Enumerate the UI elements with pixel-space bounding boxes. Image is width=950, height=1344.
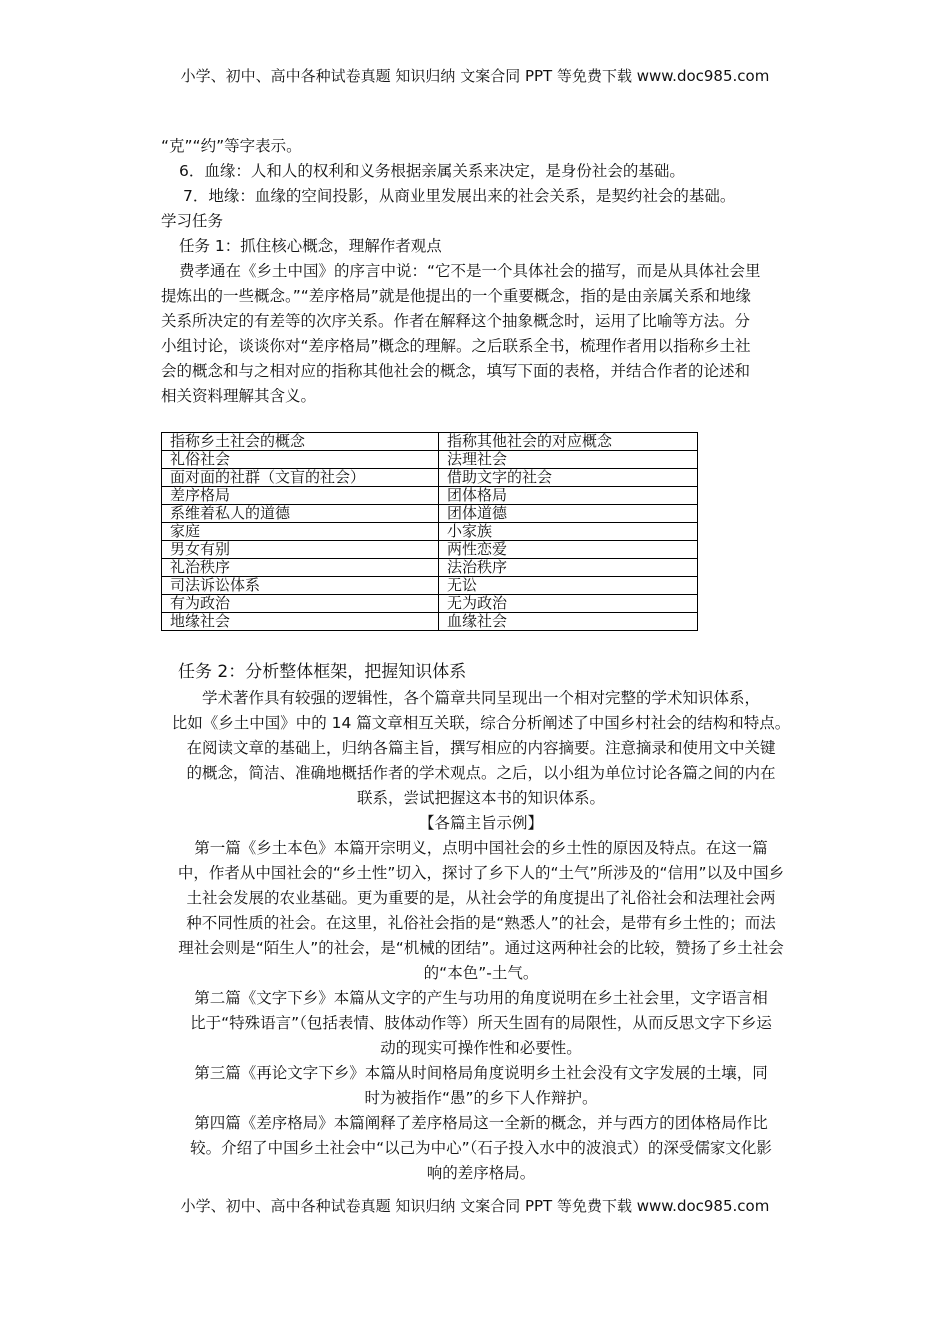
- table-cell: 法理社会: [439, 451, 698, 469]
- table-row: [162, 505, 698, 523]
- text-line: 动的现实可操作性和必要性。: [380, 1039, 582, 1057]
- text-line: 第二篇《文字下乡》本篇从文字的产生与功用的角度说明在乡土社会里，文字语言相: [194, 989, 768, 1007]
- table-header-row: [162, 433, 698, 451]
- text-line: 小组讨论，谈谈你对“差序格局”概念的理解。之后联系全书，梳理作者用以指称乡土社: [161, 337, 751, 355]
- section-heading: 学习任务: [161, 212, 224, 230]
- table-cell: 系维着私人的道德: [162, 505, 439, 523]
- table-row: [162, 451, 698, 469]
- table-cell: 有为政治: [162, 595, 439, 613]
- table-cell: 礼俗社会: [162, 451, 439, 469]
- text-line: 第四篇《差序格局》本篇阐释了差序格局这一全新的概念，并与西方的团体格局作比: [194, 1114, 768, 1132]
- table-cell: 无讼: [439, 577, 698, 595]
- text-line: 理社会则是“陌生人”的社会，是“机械的团结”。通过这两种社会的比较，赞扬了乡土社会: [178, 939, 784, 957]
- text-line: 关系所决定的有差等的次序关系。作者在解释这个抽象概念时，运用了比喻等方法。分: [161, 312, 751, 330]
- text-line: 第三篇《再论文字下乡》本篇从时间格局角度说明乡土社会没有文字发展的土壤，同: [194, 1064, 768, 1082]
- text-line: 的概念，简洁、准确地概括作者的学术观点。之后，以小组为单位讨论各篇之间的内在: [186, 764, 776, 782]
- text-line: 的“本色”-土气。: [423, 964, 539, 982]
- table-cell: 团体道德: [439, 505, 698, 523]
- table-cell: 面对面的社群（文盲的社会）: [162, 469, 439, 487]
- text-line: 较。介绍了中国乡土社会中“以己为中心”（石子投入水中的波浪式）的深受儒家文化影: [190, 1139, 772, 1157]
- definition-6: 6．血缘：人和人的权利和义务根据亲属关系来决定，是身份社会的基础。: [179, 162, 685, 180]
- table-row: [162, 487, 698, 505]
- table-row: [162, 541, 698, 559]
- text-line: 相关资料理解其含义。: [161, 387, 317, 405]
- learning-tasks-section: [161, 134, 811, 409]
- table-row: [162, 577, 698, 595]
- table-cell: 法治秩序: [439, 559, 698, 577]
- table-row: [162, 469, 698, 487]
- task-2-section: [150, 659, 812, 1186]
- table-cell: 司法诉讼体系: [162, 577, 439, 595]
- text-line: 中，作者从中国社会的“乡土性”切入，探讨了乡下人的“土气”所涉及的“信用”以及中国乡: [177, 864, 785, 882]
- text-line: 学术著作具有较强的逻辑性，各个篇章共同呈现出一个相对完整的学术知识体系，: [201, 689, 760, 707]
- text-line: 会的概念和与之相对应的指称其他社会的概念，填写下面的表格，并结合作者的论述和: [161, 362, 751, 380]
- table-cell: 小家族: [439, 523, 698, 541]
- table-header-cell: 指称乡土社会的概念: [162, 433, 439, 451]
- text-line: 比如《乡土中国》中的 14 篇文章相互关联，综合分析阐述了中国乡村社会的结构和特点。: [171, 714, 791, 732]
- text-line: “克”“约”等字表示。: [161, 137, 302, 155]
- table-row: [162, 595, 698, 613]
- concepts-table: [161, 432, 698, 631]
- table-row: [162, 523, 698, 541]
- text-line: 联系，尝试把握这本书的知识体系。: [356, 789, 605, 807]
- table-cell: 礼治秩序: [162, 559, 439, 577]
- text-line: 时为被指作“愚”的乡下人作辩护。: [364, 1089, 598, 1107]
- task-1-heading: 任务 1：抓住核心概念，理解作者观点: [179, 237, 442, 255]
- table-row: [162, 559, 698, 577]
- table-cell: 地缘社会: [162, 613, 439, 631]
- definition-7: 7．地缘：血缘的空间投影，从商业里发展出来的社会关系，是契约社会的基础。: [183, 187, 736, 205]
- table-cell: 家庭: [162, 523, 439, 541]
- table-cell: 借助文字的社会: [439, 469, 698, 487]
- text-line: 响的差序格局。: [426, 1164, 536, 1182]
- text-line: 费孝通在《乡土中国》的序言中说：“它不是一个具体社会的描写，而是从具体社会里: [179, 262, 761, 280]
- text-line: 提炼出的一些概念。”“差序格局”就是他提出的一个重要概念，指的是由亲属关系和地缘: [161, 287, 751, 305]
- page-footer: 小学、初中、高中各种试卷真题 知识归纳 文案合同 PPT 等免费下载 www.doc985.com: [180, 1197, 770, 1215]
- task-2-heading: 任务 2：分析整体框架，把握知识体系: [178, 662, 467, 682]
- text-line: 第一篇《乡土本色》本篇开宗明义，点明中国社会的乡土性的原因及特点。在这一篇: [194, 839, 768, 857]
- table-cell: 差序格局: [162, 487, 439, 505]
- text-line: 种不同性质的社会。在这里，礼俗社会指的是“熟悉人”的社会，是带有乡土性的；而法: [186, 914, 776, 932]
- table-cell: 两性恋爱: [439, 541, 698, 559]
- page-header: 小学、初中、高中各种试卷真题 知识归纳 文案合同 PPT 等免费下载 www.doc985.com: [180, 67, 770, 85]
- table-cell: 男女有别: [162, 541, 439, 559]
- table-cell: 团体格局: [439, 487, 698, 505]
- text-line: 【各篇主旨示例】: [418, 814, 543, 832]
- table-cell: 无为政治: [439, 595, 698, 613]
- table-header-cell: 指称其他社会的对应概念: [439, 433, 698, 451]
- text-line: 比于“特殊语言”（包括表情、肢体动作等）所天生固有的局限性，从而反思文字下乡运: [190, 1014, 772, 1032]
- table-row: [162, 613, 698, 631]
- text-line: 土社会发展的农业基础。更为重要的是，从社会学的角度提出了礼俗社会和法理社会两: [186, 889, 776, 907]
- text-line: 在阅读文章的基础上，归纳各篇主旨，撰写相应的内容摘要。注意摘录和使用文中关键: [186, 739, 776, 757]
- table-cell: 血缘社会: [439, 613, 698, 631]
